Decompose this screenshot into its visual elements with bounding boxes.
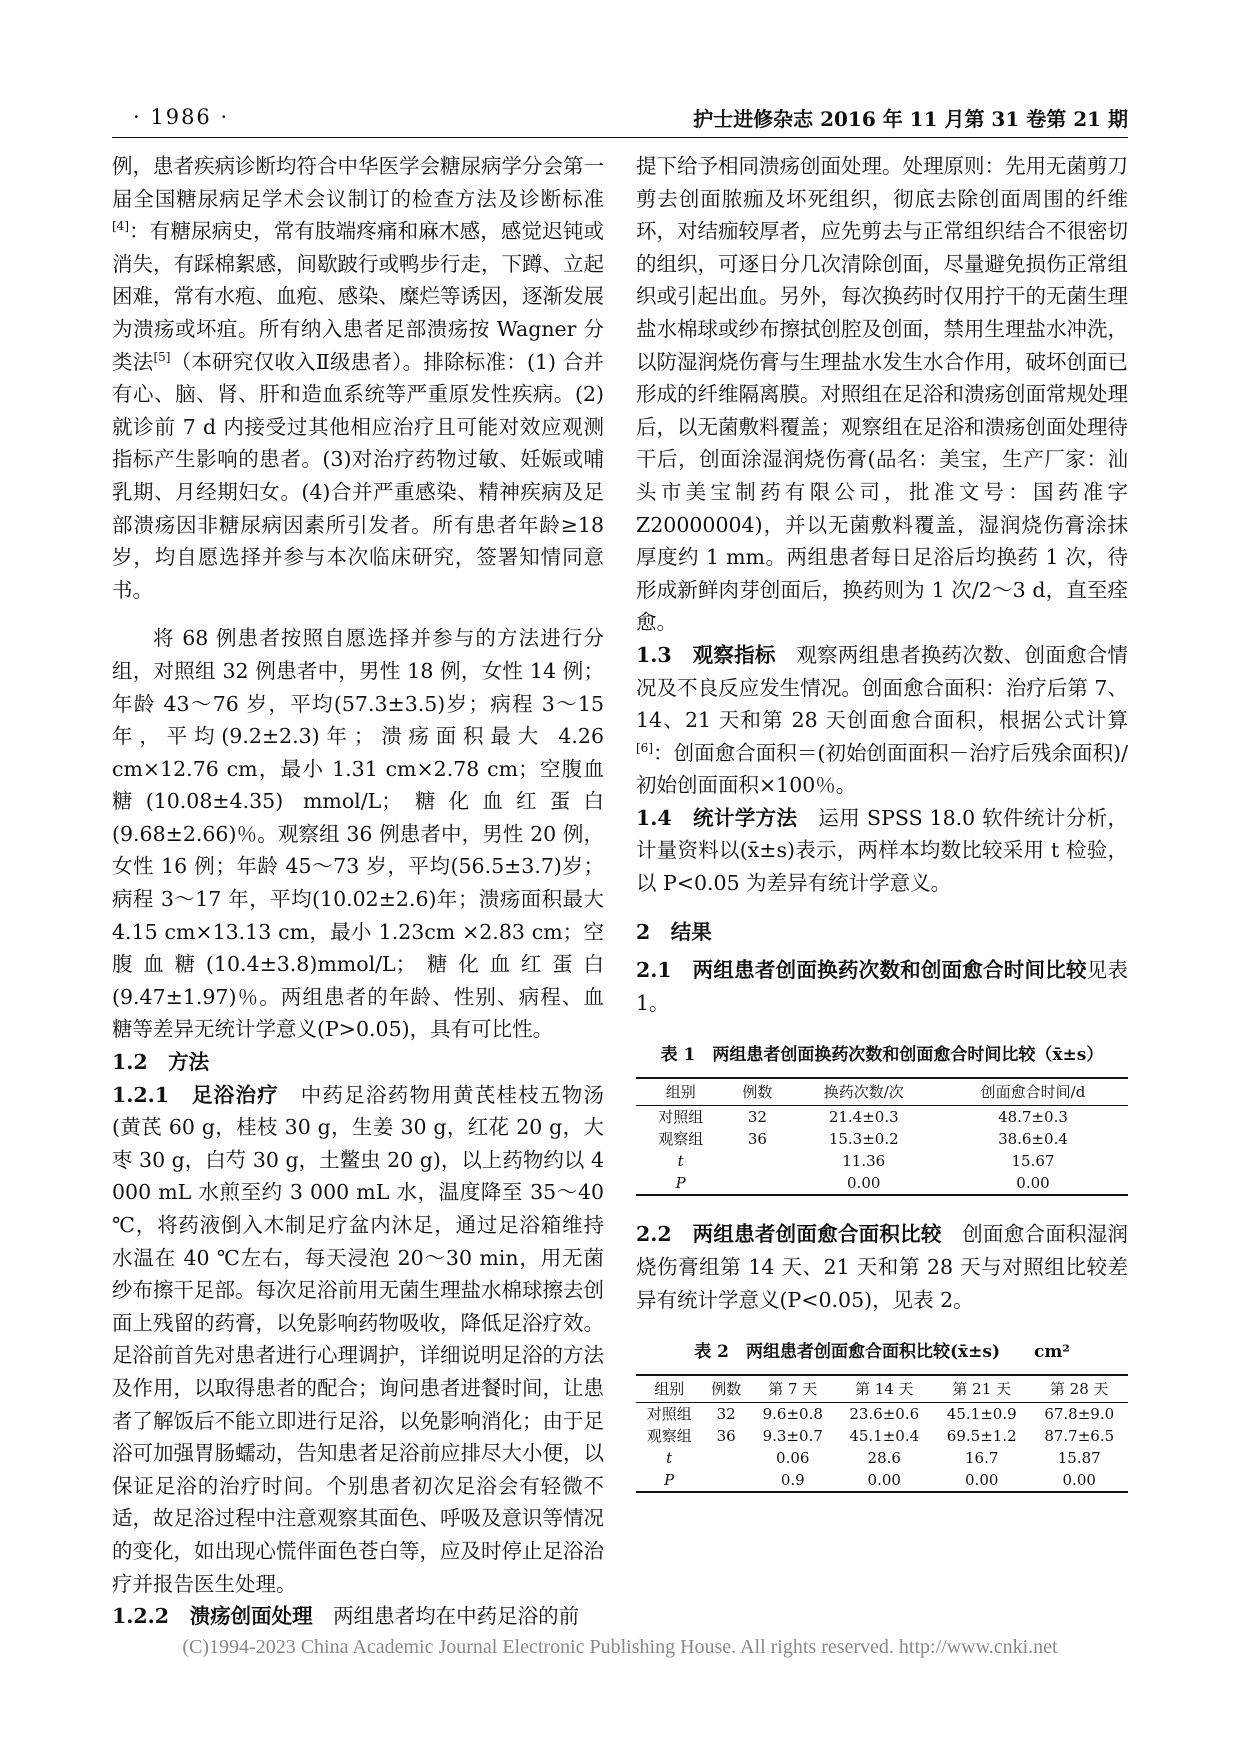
table1-caption: 表 1 两组患者创面换药次数和创面愈合时间比较（x̄±s） bbox=[660, 1045, 1104, 1066]
paragraph-wound-care: 提下给予相同溃疡创面处理。处理原则：先用无菌剪刀剪去创面脓痂及坏死组织，彻底去除创面周围的纤维环，对结痂较厚者，应先剪去与正常组织结合不很密切的组织，可逐日分几次清除创面，尽量避免损伤正常组织或引起出血。另外，每次换药时仅用拧干的无菌生理盐水棉球或纱布擦拭创腔及创面，禁用生理盐水冲洗，以防湿润烧伤膏与生理盐水发生水合作用，破坏创面已形成的纤维隔离膜。对照组在足浴和溃疡创面常规处理后，以无菌敷料覆盖；观察组在足浴和溃疡创面处理待干后，创面涂湿润烧伤膏(品名：美宝，生产厂家：汕头市美宝制药有限公司，批准文号：国药准字 Z20000004)，并以无菌敷料覆盖，湿润烧伤膏涂抹厚度约 1 mm。两组患者每日足浴后均换药 1 次，待形成新鲜肉芽创面后，换药则为 1 次/2～3 d，直至痊愈。 bbox=[636, 154, 1128, 635]
table-row: 对照组 32 21.4±0.3 48.7±0.3 bbox=[658, 1108, 1068, 1127]
table-header: 第 28 天 bbox=[1030, 1375, 1128, 1403]
table-row: P 0.00 0.00 bbox=[675, 1174, 1050, 1193]
table1 bbox=[636, 1077, 1128, 1196]
table-row: t 11.36 15.67 bbox=[677, 1152, 1055, 1171]
paragraph-1-4: 1.4 统计学方法 运用 SPSS 18.0 软件统计分析，计量资料以(x̄±s)表示，两样本均数比较采用 t 检验，以 P<0.05 为差异有统计学意义。 bbox=[636, 805, 1128, 896]
paragraph-1-2-2: 1.2.2 溃疡创面处理 两组患者均在中药足浴的前 bbox=[112, 1604, 580, 1629]
table-header: 例数 bbox=[702, 1375, 750, 1403]
paragraph-2-1: 2.1 两组患者创面换药次数和创面愈合时间比较见表 1。 bbox=[636, 958, 1128, 1015]
table-header: 组别 bbox=[636, 1375, 702, 1403]
journal-header: 护士进修杂志 2016 年 11 月第 31 卷第 21 期 bbox=[693, 107, 1128, 131]
paragraph-2-2: 2.2 两组患者创面愈合面积比较 创面愈合面积湿润烧伤膏组第 14 天、21 天和第 28 天与对照组比较差异有统计学意义(P<0.05)，见表 2。 bbox=[636, 1222, 1128, 1312]
table-header: 例数 bbox=[725, 1078, 789, 1106]
paragraph-1-2-1: 1.2.1 足浴治疗 中药足浴药物用黄芪桂枝五物汤(黄芪 60 g，桂枝 30 g，生姜 30 g，红花 20 g，大枣 30 g，白芍 30 g，土鳖虫 20 g)，以上药物约以 4 000 mL 水煎至约 3 000 mL 水，温度降至 35～40 ℃，将药液倒入木制足疗盆内沐足，通过足浴箱维持水温在 40 ℃左右，每天浸泡 20～30 min，用无菌纱布擦干足部。每次足浴前用无菌生理盐水棉球擦去创面上残留的药膏，以免影响药物吸收，降低足浴疗效。足浴前首先对患者进行心理调护，详细说明足浴的方法及作用，以取得患者的配合；询问患者进餐时间，让患者了解饭后不能立即进行足浴，以免影响消化；由于足浴可加强胃肠蠕动，告知患者足浴前应排尽大小便，以保证足浴的治疗时间。个别患者初次足浴会有轻微不适，故足浴过程中注意观察其面色、呼吸及意识等情况的变化，如出现心慌伴面色苍白等，应及时停止足浴治疗并报告医生处理。 bbox=[112, 1082, 604, 1596]
table2 bbox=[636, 1374, 1128, 1493]
left-column bbox=[112, 150, 604, 1633]
page-number: · 1986 · bbox=[133, 105, 230, 129]
table-header: 创面愈合时间/d bbox=[938, 1078, 1128, 1106]
table-row: t 0.06 28.6 16.7 15.87 bbox=[666, 1449, 1101, 1468]
header-rule bbox=[112, 137, 1128, 138]
table-row: 观察组 36 15.3±0.2 38.6±0.4 bbox=[658, 1130, 1068, 1149]
table-header: 第 7 天 bbox=[750, 1375, 836, 1403]
table-header: 组别 bbox=[636, 1078, 725, 1106]
paragraph-1-3: 1.3 观察指标 观察两组患者换药次数、创面愈合情况及不良反应发生情况。创面愈合面积：治疗后第 7、14、21 天和第 28 天创面愈合面积，根据公式计算[6]：创面愈合面积＝(初始创面面积－治疗后残余面积)/初始创面面积×100％。 bbox=[636, 642, 1128, 798]
paragraph-grouping: 将 68 例患者按照自愿选择并参与的方法进行分组，对照组 32 例患者中，男性 18 例，女性 14 例；年龄 43～76 岁，平均(57.3±3.5)岁；病程 3～15 年，平均(9.2±2.3)年；溃疡面积最大 4.26 cm×12.76 cm，最小 1.31 cm×2.78 cm；空腹血糖(10.08±4.35) mmol/L；糖化血红蛋白(9.68±2.66)％。观察组 36 例患者中，男性 20 例，女性 16 例；年龄 45～73 岁，平均(56.5±3.7)岁；病程 3～17 年，平均(10.02±2.6)年；溃疡面积最大 4.15 cm×13.13 cm，最小 1.23cm ×2.83 cm；空腹血糖(10.4±3.8)mmol/L；糖化血红蛋白(9.47±1.97)％。两组患者的年龄、性别、病程、血糖等差异无统计学意义(P>0.05)，具有可比性。 bbox=[112, 626, 604, 1042]
table-header: 第 14 天 bbox=[836, 1375, 933, 1403]
table-row: P 0.9 0.00 0.00 0.00 bbox=[664, 1471, 1096, 1490]
heading-1-2: 1.2 方法 bbox=[112, 1050, 210, 1075]
table2-caption: 表 2 两组患者创面愈合面积比较(x̄±s) cm² bbox=[694, 1342, 1070, 1363]
right-column bbox=[636, 150, 1128, 1493]
table-row: 对照组 32 9.6±0.8 23.6±0.6 45.1±0.9 67.8±9.0 bbox=[646, 1405, 1115, 1424]
paragraph-criteria: 例，患者疾病诊断均符合中华医学会糖尿病学分会第一届全国糖尿病足学术会议制订的检查方法及诊断标准[4]：有糖尿病史，常有肢端疼痛和麻木感，感觉迟钝或消失，有踩棉絮感，间歇跛行或鸭步行走，下蹲、立起困难，常有水疱、血疱、感染、糜烂等诱因，逐渐发展为溃疡或坏疽。所有纳入患者足部溃疡按 Wagner 分类法[5]（本研究仅收入Ⅱ级患者）。排除标准：(1) 合并有心、脑、肾、肝和造血系统等严重原发性疾病。(2)就诊前 7 d 内接受过其他相应治疗且可能对效应观测指标产生影响的患者。(3)对治疗药物过敏、妊娠或哺乳期、月经期妇女。(4)合并严重感染、精神疾病及足部溃疡因非糖尿病因素所引发者。所有患者年龄≥18 岁，均自愿选择并参与本次临床研究，签署知情同意书。 bbox=[112, 154, 604, 602]
copyright-footer: (C)1994-2023 China Academic Journal Electronic Publishing House. All rights reserved. http://www.cnki.net bbox=[182, 1636, 1058, 1658]
heading-2: 2 结果 bbox=[636, 919, 712, 944]
table-row: 观察组 36 9.3±0.7 45.1±0.4 69.5±1.2 87.7±6.5 bbox=[646, 1427, 1115, 1446]
table-header: 换药次数/次 bbox=[789, 1078, 937, 1106]
table-header: 第 21 天 bbox=[933, 1375, 1030, 1403]
